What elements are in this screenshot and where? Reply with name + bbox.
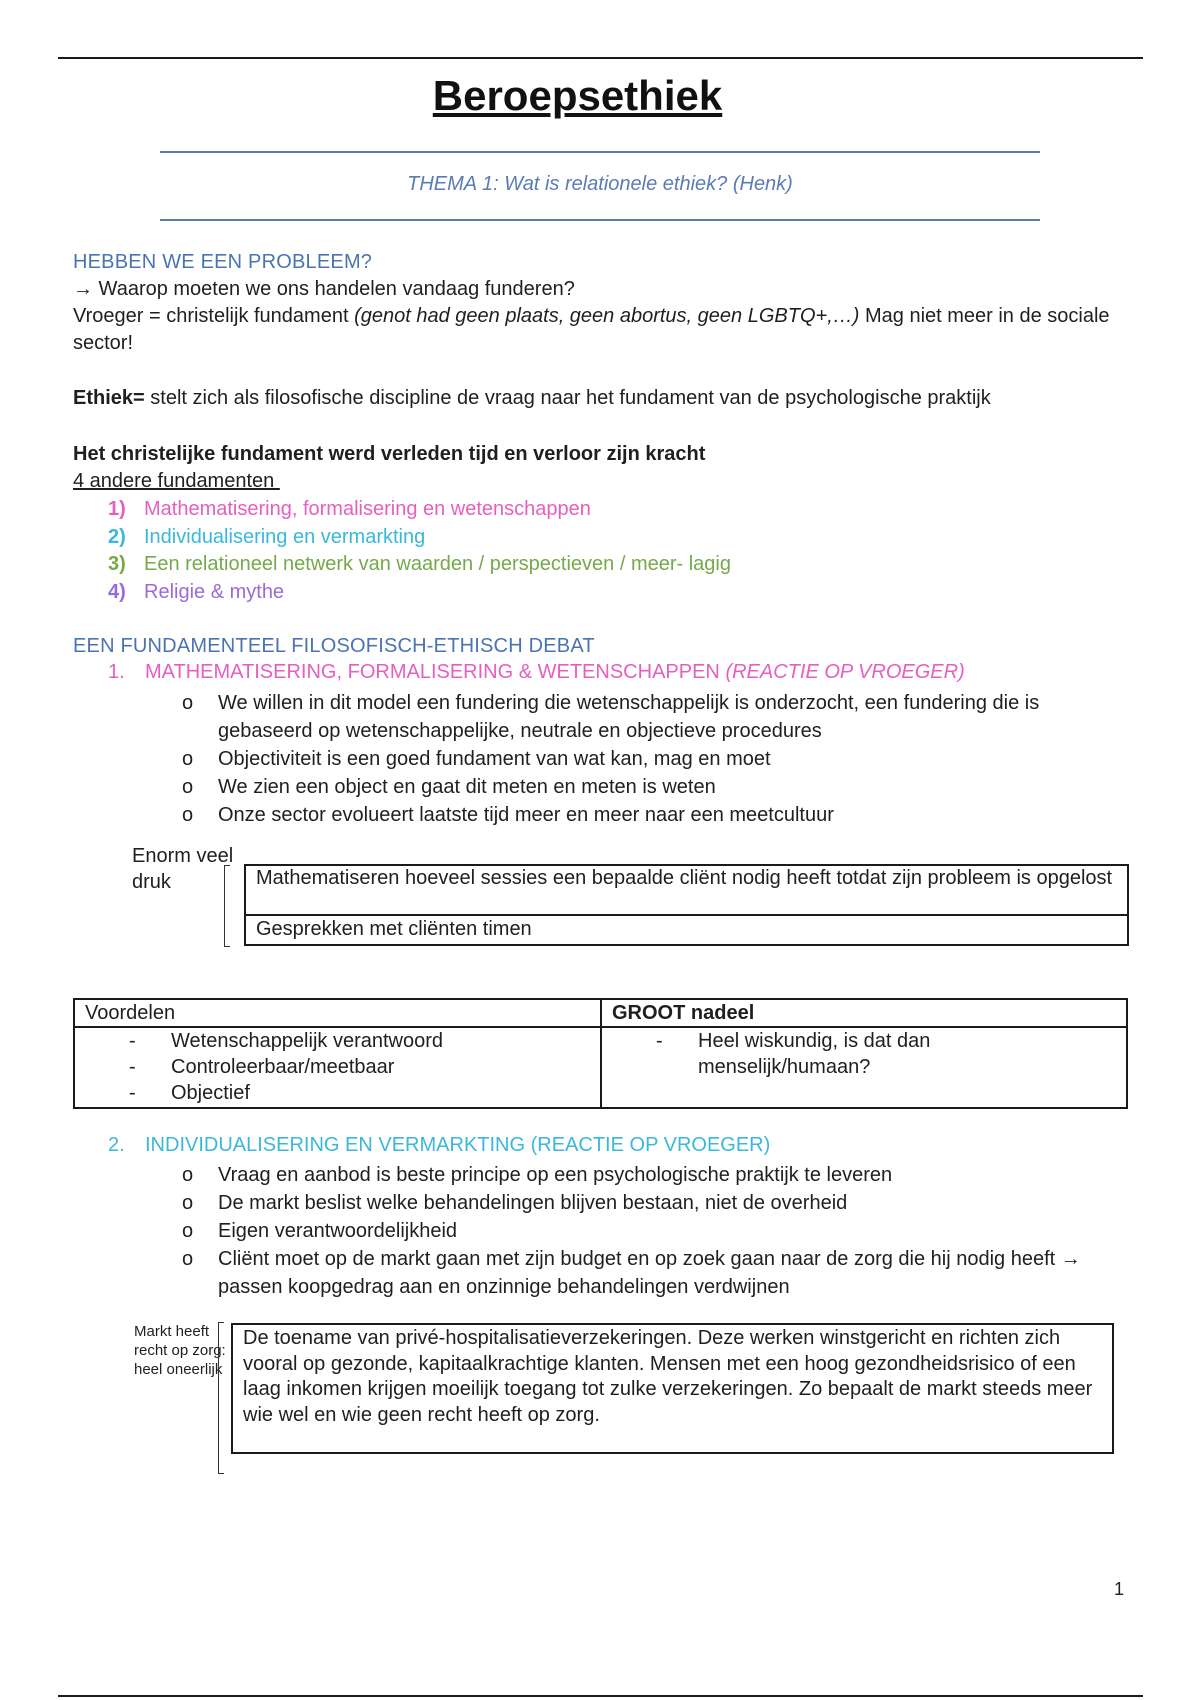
- list-item: o Onze sector evolueert laatste tijd meer en meer naar een meetcultuur: [182, 804, 834, 826]
- pros-cons-table: [73, 998, 1128, 1109]
- page-number: 1: [1113, 1579, 1124, 1599]
- side-note-markt: Markt heeft recht op zorg: heel oneerlijk: [134, 1323, 226, 1378]
- cons-cell: [601, 1027, 1127, 1108]
- problem-heading: HEBBEN WE EEN PROBLEEM?: [73, 251, 373, 273]
- pros-header: Voordelen: [74, 999, 601, 1027]
- side-note-druk: Enorm veel druk: [132, 845, 234, 893]
- fundamenten-list: [108, 496, 731, 606]
- list-item: o Cliënt moet op de markt gaan met zijn budget en op zoek gaan naar de zorg die hij nodig heeft → passen koopgedrag aan en onzinnige behandelingen verdwijnen: [182, 1248, 1081, 1298]
- debate-heading: EEN FUNDAMENTEEL FILOSOFISCH-ETHISCH DEBAT: [73, 635, 595, 657]
- list-item: o We willen in dit model een fundering die wetenschappelijk is onderzocht, een fundering die is gebaseerd op wetenschappelijke, neutrale en objectieve procedures: [182, 692, 1040, 742]
- brace-druk: [224, 865, 230, 947]
- brace-markt: [218, 1322, 224, 1474]
- section2-bullets: [182, 1161, 1122, 1301]
- section1-bullets: [182, 689, 1122, 829]
- list-item: o Vraag en aanbod is beste principe op een psychologische praktijk te leveren: [182, 1164, 893, 1186]
- list-item: - Objectief: [129, 1082, 250, 1104]
- theme-subtitle: THEMA 1: Wat is relationele ethiek? (Henk): [407, 173, 793, 195]
- vroeger-start: Vroeger = christelijk fundament: [73, 305, 355, 327]
- fundamenten-underlined: 4 andere fundamenten: [73, 470, 280, 492]
- list-item: - Heel wiskundig, is dat dan menselijk/humaan?: [656, 1030, 931, 1078]
- list-item: 3) Een relationeel netwerk van waarden / perspectieven / meer- lagig: [108, 553, 731, 575]
- section2-heading: 2. INDIVIDUALISERING EN VERMARKTING (REACTIE OP VROEGER): [108, 1134, 771, 1156]
- ethiek-definition: [73, 385, 1133, 412]
- fundamenten-label: [73, 468, 1133, 495]
- druk-box: [244, 864, 1129, 946]
- list-item: 2) Individualisering en vermarkting: [108, 525, 426, 548]
- top-rule: [58, 57, 1143, 59]
- arrow-question: → Waarop moeten we ons handelen vandaag funderen?: [73, 278, 575, 300]
- list-item: o Objectiviteit is een goed fundament van wat kan, mag en moet: [182, 748, 771, 770]
- list-item: - Controleerbaar/meetbaar: [129, 1056, 395, 1078]
- list-item: o Eigen verantwoordelijkheid: [182, 1220, 458, 1242]
- list-item: o We zien een object en gaat dit meten en meten is weten: [182, 776, 716, 798]
- theme-rule-top: [160, 151, 1040, 153]
- druk-box-row-1: Mathematiseren hoeveel sessies een bepaalde cliënt nodig heeft totdat zijn probleem is opgelost: [246, 866, 1127, 916]
- list-item: o De markt beslist welke behandelingen blijven bestaan, niet de overheid: [182, 1192, 848, 1214]
- list-item: 1) Mathematisering, formalisering en wetenschappen: [108, 498, 591, 520]
- vroeger-end: Mag niet meer in de sociale sector!: [73, 305, 1110, 354]
- markt-box: De toename van privé-hospitalisatieverzekeringen. Deze werken winstgericht en richten zich vooral op gezonde, kapitaalkrachtige klanten. Mensen met een hoog gezondheidsrisico of een laag inkomen krijgen moeilijk toegang tot zulke verzekeringen. Zo bepaalt de markt steeds meer wie wel en wie geen recht heeft op zorg.: [231, 1323, 1114, 1454]
- ethiek-term: Ethiek=: [73, 387, 145, 409]
- bottom-rule: [58, 1695, 1143, 1697]
- cons-header: GROOT nadeel: [601, 999, 1127, 1027]
- document-title: Beroepsethiek: [432, 72, 723, 119]
- theme-rule-bottom: [160, 219, 1040, 221]
- section1-heading: 1. MATHEMATISERING, FORMALISERING & WETENSCHAPPEN (REACTIE OP VROEGER): [108, 661, 965, 683]
- ethiek-def: stelt zich als filosofische discipline de vraag naar het fundament van de psychologische praktijk: [144, 387, 991, 409]
- vroeger-paragraph: [73, 303, 1133, 357]
- list-item: - Wetenschappelijk verantwoord: [129, 1030, 444, 1052]
- list-item: 4) Religie & mythe: [108, 580, 285, 603]
- vroeger-italic: (genot had geen plaats, geen abortus, geen LGBTQ+,…): [354, 305, 860, 327]
- bold-statement: Het christelijke fundament werd verleden tijd en verloor zijn kracht: [73, 443, 706, 465]
- pros-cell: [74, 1027, 601, 1108]
- druk-box-row-2: Gesprekken met cliënten timen: [256, 918, 532, 940]
